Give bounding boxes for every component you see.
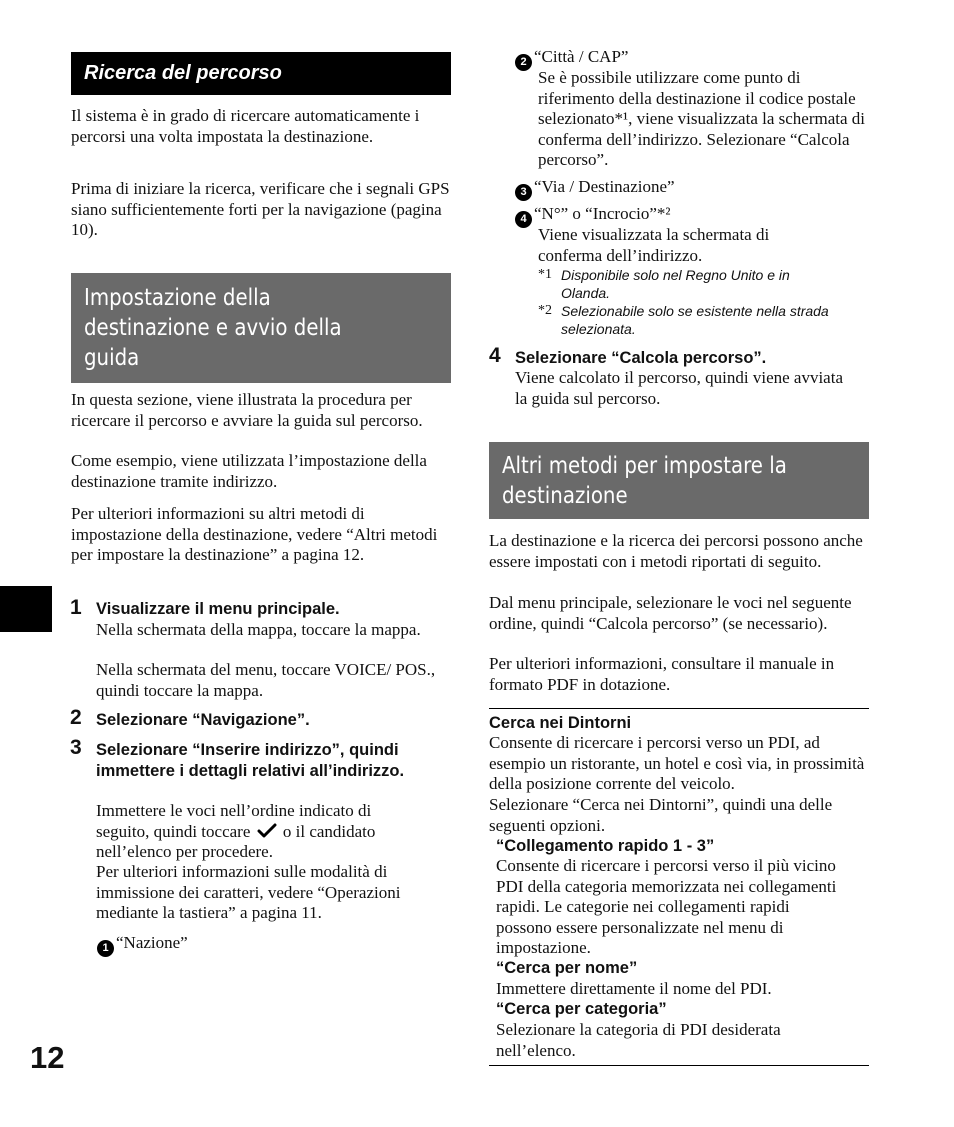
paragraph: Selezionare “Cerca nei Dintorni”, quindi una delle seguenti opzioni.	[489, 795, 833, 835]
step-body: Per ulteriori informazioni sulle modalità di immissione dei caratteri, vedere “Operazioni mediante la tastiera” a pagina 11.	[96, 862, 401, 922]
option-body: Immettere direttamente il nome del PDI.	[496, 979, 772, 998]
option-title: “Cerca per nome”	[496, 959, 638, 977]
paragraph: Dal menu principale, selezionare le voci nel seguente ordine, quindi “Calcola percorso” (se necessario).	[489, 593, 852, 633]
paragraph: La destinazione e la ricerca dei percorsi possono anche essere impostati con i metodi riportati di seguito.	[489, 531, 863, 571]
step-number: 4	[489, 344, 501, 367]
number-circle-icon: 4	[515, 211, 532, 228]
step-number: 3	[70, 736, 82, 759]
step-body: Nella schermata del menu, toccare VOICE/ POS., quindi toccare la mappa.	[96, 660, 436, 700]
list-item: 2 “Città / CAP”	[515, 47, 628, 71]
subsection-title: Cerca nei Dintorni	[489, 714, 632, 732]
option-body: Consente di ricercare i percorsi verso il più vicino PDI della categoria memorizzata nei collegamenti rapidi. Le categorie nei collegamenti rapidi possono essere personalizzate nel menu di impostazione.	[496, 856, 837, 957]
item-body: Viene visualizzata la schermata di conferma dell’indirizzo.	[538, 225, 770, 265]
number-circle-icon: 2	[515, 54, 532, 71]
section-title-altri-metodi: Altri metodi per impostare la destinazione	[489, 442, 869, 519]
option-body: Selezionare la categoria di PDI desiderata nell’elenco.	[496, 1020, 781, 1060]
list-item: 4 “N°” o “Incrocio”*²	[515, 204, 671, 228]
paragraph: Per ulteriori informazioni, consultare il manuale in formato PDF in dotazione.	[489, 654, 835, 694]
paragraph: Consente di ricercare i percorsi verso un PDI, ad esempio un ristorante, un hotel e così via, in prossimità della posizione corrente del veicolo.	[489, 733, 865, 793]
step-title: Selezionare “Calcola percorso”.	[515, 349, 767, 367]
step-number: 1	[70, 596, 82, 619]
step-body: Nella schermata della mappa, toccare la mappa.	[96, 620, 421, 639]
footnote-mark: *1	[538, 267, 552, 282]
paragraph: Come esempio, viene utilizzata l’impostazione della destinazione tramite indirizzo.	[71, 451, 427, 491]
section-title-ricerca: Ricerca del percorso	[71, 52, 451, 95]
paragraph: In questa sezione, viene illustrata la procedura per ricercare il percorso e avviare la guida sul percorso.	[71, 390, 423, 430]
step-body: Viene calcolato il percorso, quindi viene avviata la guida sul percorso.	[515, 368, 843, 408]
divider	[489, 708, 869, 709]
item-body: Se è possibile utilizzare come punto di riferimento della destinazione il codice postale selezionato*¹, viene visualizzata la schermata di conferma dell’indirizzo. Selezionare “Calcola percorso”.	[538, 68, 866, 169]
checkmark-icon	[255, 823, 279, 839]
footnote: Selezionabile solo se esistente nella strada selezionata.	[561, 303, 829, 337]
paragraph: Per ulteriori informazioni su altri metodi di impostazione della destinazione, vedere “Altri metodi per impostare la destinazione” a pagina 12.	[71, 504, 438, 564]
step-title: Selezionare “Navigazione”.	[96, 711, 310, 729]
side-tab-marker	[0, 586, 52, 632]
list-item: 3 “Via / Destinazione”	[515, 177, 675, 201]
number-circle-icon: 1	[97, 940, 114, 957]
list-item: 1 “Nazione”	[97, 933, 188, 957]
paragraph: Il sistema è in grado di ricercare automaticamente i percorsi una volta impostata la destinazione.	[71, 106, 420, 146]
step-number: 2	[70, 706, 82, 729]
footnote: Disponibile solo nel Regno Unito e in Olanda.	[561, 267, 790, 301]
divider	[489, 1065, 869, 1066]
step-title: Visualizzare il menu principale.	[96, 600, 340, 618]
number-circle-icon: 3	[515, 184, 532, 201]
section-title-impostazione: Impostazione della destinazione e avvio della guida	[71, 273, 451, 383]
footnote-mark: *2	[538, 303, 552, 318]
option-title: “Collegamento rapido 1 - 3”	[496, 837, 715, 855]
page-number: 12	[30, 1040, 65, 1075]
step-title: Selezionare “Inserire indirizzo”, quindi immettere i dettagli relativi all’indirizzo.	[96, 741, 405, 780]
step-body: Immettere le voci nell’ordine indicato di seguito, quindi toccare o il candidato nell’elenco per procedere.	[96, 801, 376, 861]
paragraph: Prima di iniziare la ricerca, verificare che i segnali GPS siano sufficientemente forti per la navigazione (pagina 10).	[71, 179, 450, 239]
option-title: “Cerca per categoria”	[496, 1000, 667, 1018]
